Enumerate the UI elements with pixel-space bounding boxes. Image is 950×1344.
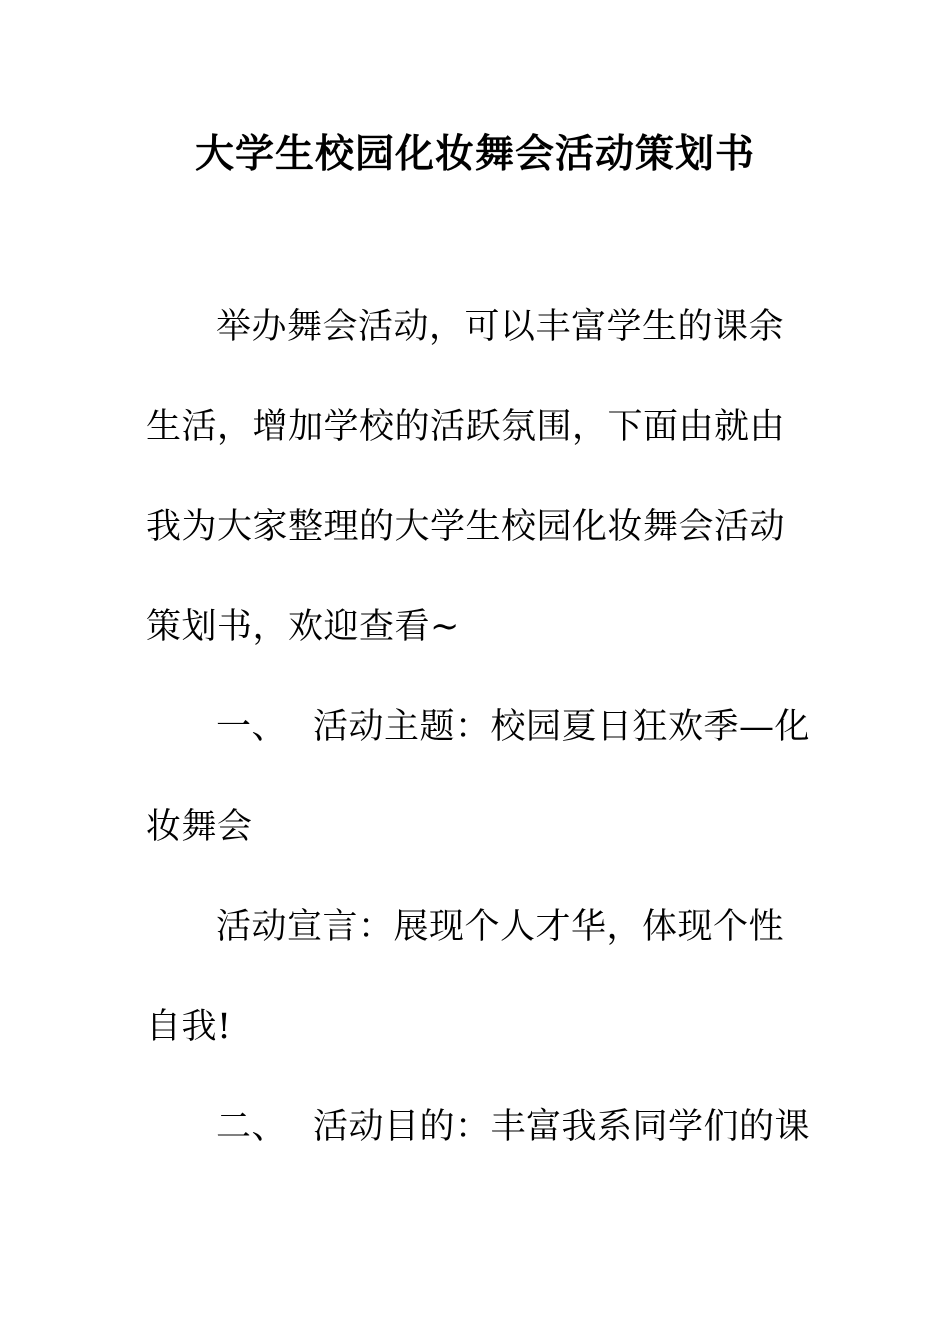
paragraph-line: 自我! — [146, 1007, 232, 1047]
paragraph-line: 策划书，欢迎查看~ — [146, 607, 460, 647]
section-heading-line — [216, 702, 810, 752]
section-number: 二、 — [216, 1107, 288, 1147]
section-heading-line — [216, 1102, 810, 1152]
section-text: 活动主题：校园夏日狂欢季—化 — [313, 707, 811, 747]
paragraph-line: 举办舞会活动，可以丰富学生的课余 — [216, 307, 785, 347]
paragraph-line: 生活，增加学校的活跃氛围，下面由就由 — [146, 407, 786, 447]
paragraph-line: 我为大家整理的大学生校园化妆舞会活动 — [146, 507, 786, 547]
paragraph-line: 活动宣言：展现个人才华，体现个性 — [216, 907, 785, 947]
section-text: 活动目的：丰富我系同学们的课 — [313, 1107, 811, 1147]
paragraph-line: 妆舞会 — [146, 807, 253, 847]
document-title: 大学生校园化妆舞会活动策划书 — [194, 131, 755, 177]
section-number: 一、 — [216, 707, 288, 747]
